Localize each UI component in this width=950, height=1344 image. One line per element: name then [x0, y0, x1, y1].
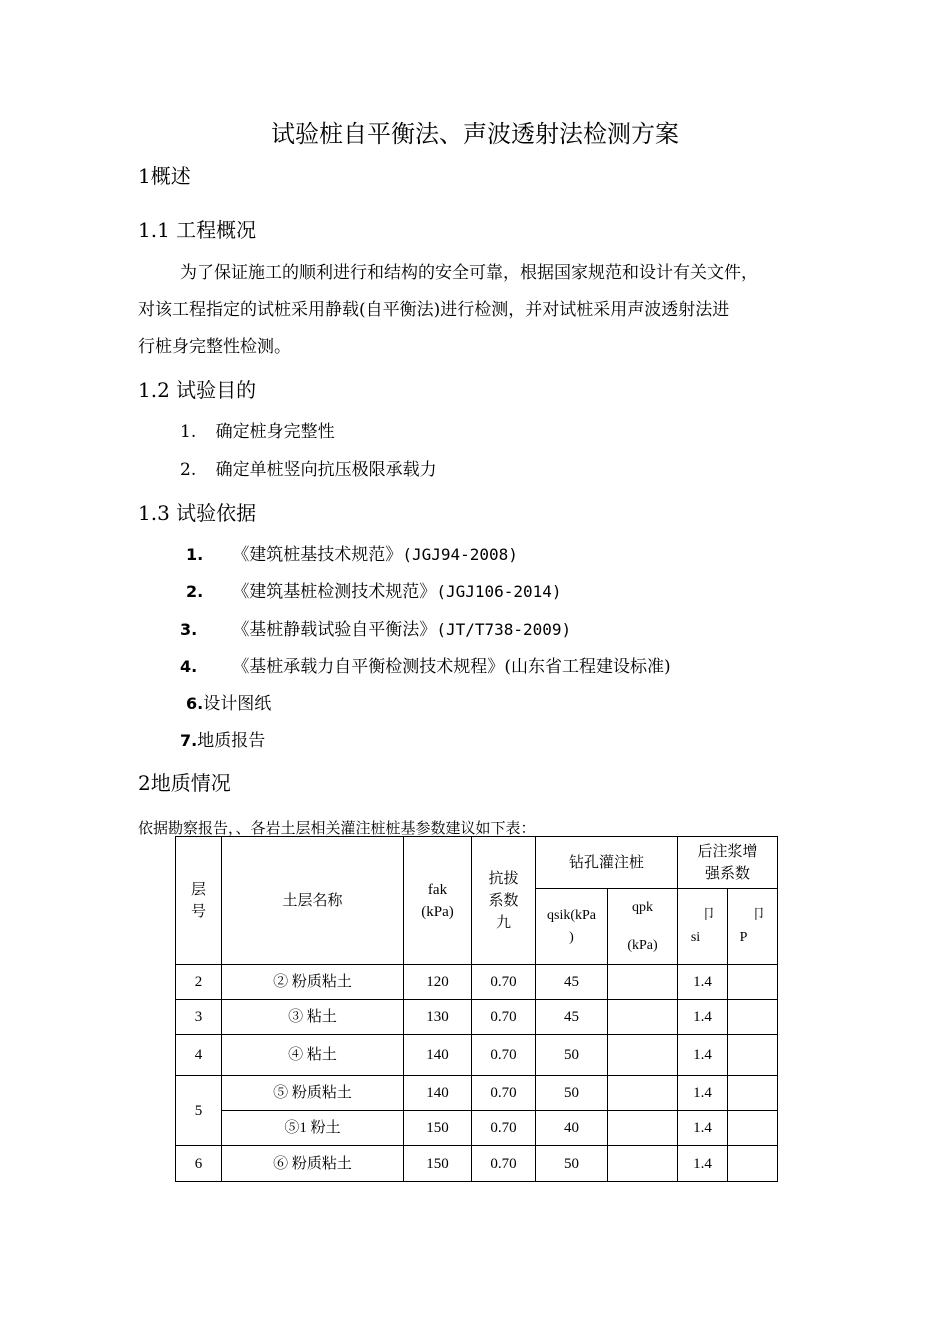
basis-item-number: 4. — [180, 657, 198, 676]
table-row: 2 ② 粉质粘土 120 0.70 45 1.4 — [176, 965, 778, 1000]
basis-item-number: 6. — [186, 694, 204, 713]
basis-item-title: 地质报告 — [197, 731, 266, 751]
document-title: 试验桩自平衡法、声波透射法检测方案 — [271, 120, 679, 148]
purpose-item-number: 1. — [180, 422, 197, 442]
section-2-heading: 2地质情况 — [138, 771, 231, 795]
purpose-item-number: 2. — [180, 460, 197, 480]
section-1-2-heading: 1.2 试验目的 — [138, 378, 257, 402]
basis-item-number: 1. — [186, 545, 204, 564]
basis-item-code: (JGJ106-2014) — [436, 582, 562, 601]
table-row: 6 ⑥ 粉质粘土 150 0.70 50 1.4 — [176, 1146, 778, 1182]
header-beta-si: 卩 si — [678, 889, 728, 965]
basis-item — [180, 615, 571, 640]
basis-item-title: 《建筑桩基技术规范》 — [232, 545, 403, 565]
basis-item-code: (山东省工程建设标准) — [504, 657, 671, 677]
purpose-item-text: 确定单桩竖向抗压极限承载力 — [215, 460, 437, 480]
paragraph-line-2: 对该工程指定的试桩采用静载(自平衡法)进行检测，并对试桩采用声波透射法进 — [138, 300, 730, 320]
header-fak: fak (kPa) — [404, 837, 472, 965]
basis-item-title: 设计图纸 — [203, 694, 272, 714]
header-qsik: qsik(kPa ) — [536, 889, 608, 965]
soil-parameter-table — [175, 836, 778, 1182]
basis-item-number: 3. — [180, 620, 198, 639]
table-row: 5 ⑤ 粉质粘土 140 0.70 50 1.4 — [176, 1076, 778, 1111]
header-layer-no: 层 号 — [176, 837, 222, 965]
paragraph-line-3: 行桩身完整性检测。 — [138, 337, 291, 357]
purpose-item — [180, 455, 437, 480]
table-row: 3 ③ 粘土 130 0.70 45 1.4 — [176, 1000, 778, 1035]
basis-item-title: 《基桩静载试验自平衡法》 — [232, 620, 437, 640]
table-row: ⑤1 粉土 150 0.70 40 1.4 — [176, 1111, 778, 1146]
header-soil-name: 土层名称 — [222, 837, 404, 965]
basis-item-title: 《基桩承载力自平衡检测技术规程》 — [232, 657, 505, 677]
section-1-3-heading: 1.3 试验依据 — [138, 501, 257, 525]
header-uplift-coefficient: 抗拔 系数 九 — [472, 837, 536, 965]
basis-item-code: (JGJ94-2008) — [402, 545, 518, 564]
purpose-item-text: 确定桩身完整性 — [215, 422, 335, 442]
table-row: 4 ④ 粘土 140 0.70 50 1.4 — [176, 1035, 778, 1076]
paragraph-line-1: 为了保证施工的顺利进行和结构的安全可靠，根据国家规范和设计有关文件， — [180, 263, 758, 283]
basis-item-code: (JT/T738-2009) — [436, 620, 572, 639]
basis-item-title: 《建筑基桩检测技术规范》 — [232, 582, 437, 602]
header-qpk: qpk (kPa) — [608, 889, 678, 965]
basis-item — [180, 726, 265, 751]
header-beta-p: 卩 P — [728, 889, 778, 965]
section-1-1-heading: 1.1 工程概况 — [138, 218, 257, 242]
table-intro: 依据勘察报告，、各岩土层相关灌注桩桩基参数建议如下表： — [138, 819, 536, 837]
basis-item — [180, 652, 671, 677]
header-bored-pile: 钻孔灌注桩 — [536, 837, 678, 889]
basis-item — [186, 689, 271, 714]
basis-item — [186, 540, 518, 565]
purpose-item — [180, 417, 335, 442]
header-post-grouting: 后注浆增 强系数 — [678, 837, 778, 889]
section-1-heading: 1概述 — [138, 164, 191, 188]
basis-item-number: 2. — [186, 582, 204, 601]
basis-item-number: 7. — [180, 731, 198, 750]
basis-item — [186, 577, 562, 602]
